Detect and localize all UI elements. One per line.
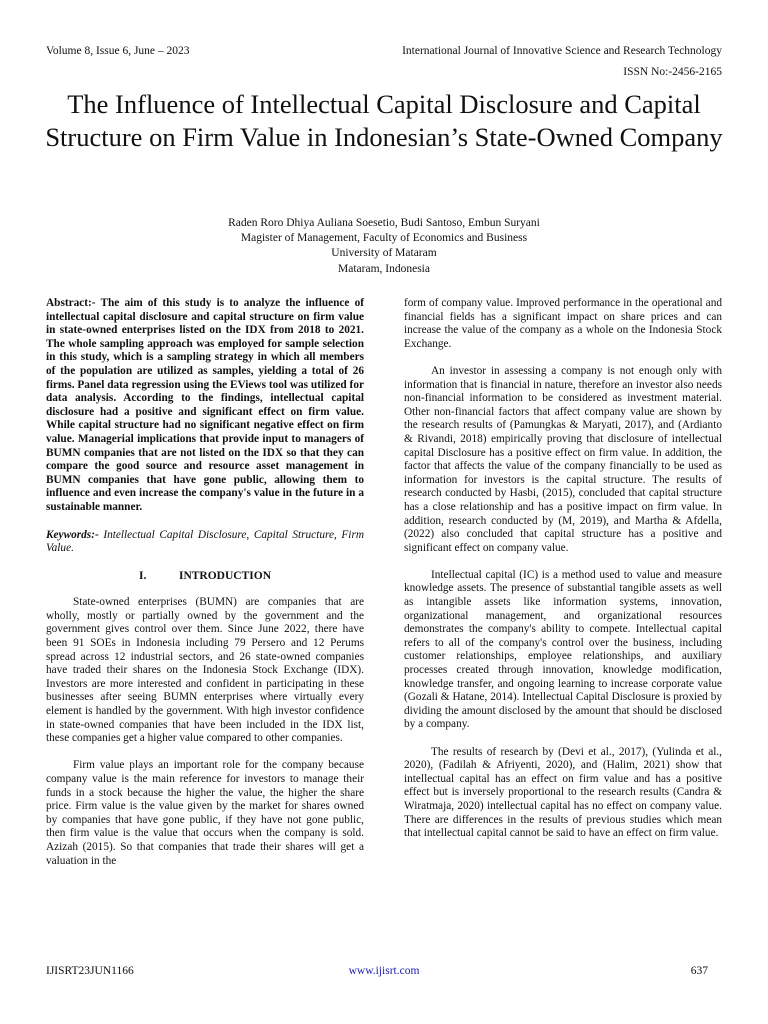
body-paragraph: An investor in assessing a company is not enough only with information that is financial in nature, therefore an investor also needs non-financial information to be considered as investment material. Other non-financial factors that affect company value are shown by the research results of (Pamungkas & Maryati, 2017), and (Ardianto & Rivandi, 2018) empirically proving that disclosure of intellectual capital Disclosure has a positive effect on firm value. In addition, the factor that affects the value of the company financially to be used as information for investors is the capital structure. The results of research conducted by Hasbi, (2015), concluded that capital structure has a close relationship and has a positive impact on firm value. In addition, research conducted by (M, 2019), and Martha & Afdella, (2022) also concluded that capital structure has a positive and significant effect on company value. [404,364,722,554]
article-code: IJISRT23JUN1166 [46,965,134,977]
journal-url-link[interactable]: www.ijisrt.com [348,965,420,977]
issn-number: ISSN No:-2456-2165 [623,66,722,78]
section-title: INTRODUCTION [178,569,271,582]
section-number: I. [138,569,147,582]
body-paragraph: Firm value plays an important role for the company because company value is the main reference for investors to manage their funds in a stock because the higher the value, the higher the share price. Firm value is the value given by the market for shares owned by companies that have gone public, if they have not gone public, then firm value is the value that occurs when the company is sold. Azizah (2015). So that companies that trade their shares will get a valuation in the [46,759,364,867]
body-paragraph: The results of research by (Devi et al., 2017), (Yulinda et al., 2020), (Fadilah & Afriyenti, 2020), and (Halim, 2021) show that intellectual capital has an effect on firm value and has a positive effect but is inversely proportional to the research results (Candra & Wiratmaja, 2020) intellectual capital has no effect on company value. There are differences in the results of previous studies which mean that intellectual capital cannot be said to have an effect on firm value. [404,745,722,840]
body-paragraph: State-owned enterprises (BUMN) are companies that are wholly, mostly or partially owned by the government and the government gives control over them. Since June 2022, there have been 91 SOEs in Indonesia including 79 Persero and 12 Perums spread across 12 industrial sectors, and 26 state-owned companies have traded their shares on the Indonesia Stock Exchange (IDX). Investors are more interested and confident in participating in these businesses after seeing BUMN enterprises where virtually every element is handled by the government. With high investor confidence in state-owned companies that have been included in the IDX list, these companies get a higher value compared to other companies. [46,596,364,745]
right-column [404,297,722,854]
author-affiliation: Magister of Management, Faculty of Economics and Business [240,232,528,245]
abstract: Abstract:- The aim of this study is to analyze the influence of intellectual capital disclosure and capital structure on firm value in state-owned enterprises listed on the IDX from 2018 to 2021. The whole sampling approach was employed for sample selection in this study, which is a sampling strategy in which all members of the population are utilized as samples, yielding a total of 26 firms. Panel data regression using the EViews tool was utilized for data analysis. According to the findings, intellectual capital disclosure had a positive and significant effect on firm value. While capital structure had no significant negative effect on firm value. Managerial implications that provide input to managers of BUMN companies that are not listed on the IDX so that they can compare the good source and resource asset management in BUMN companies that have gone public, allowing them to influence and even increase the company's value in the future in a sustainable manner. [46,297,364,513]
keywords-label: Keywords:- [46,528,99,541]
paper-title: The Influence of Intellectual Capital Disclosure and Capital Structure on Firm Value in Indonesian’s State-Owned Company [45,89,723,152]
author-location: Mataram, Indonesia [338,262,430,275]
volume-issue: Volume 8, Issue 6, June – 2023 [46,45,190,57]
section-heading [46,570,364,584]
author-names: Raden Roro Dhiya Auliana Soesetio, Budi Santoso, Embun Suryani [228,217,540,229]
author-block [100,216,668,277]
keywords-text: Intellectual Capital Disclosure, Capital Structure, Firm Value. [46,528,364,555]
left-column [46,297,364,882]
author-university: University of Mataram [331,247,437,260]
body-paragraph: Intellectual capital (IC) is a method used to value and measure knowledge assets. The presence of substantial tangible assets as well as intangible assets like information systems, innovation, organizational management, and organizational resources demonstrates the company's ability to compete. Intellectual capital refers to all of the company's control over the business, including customer relationships, employee relationships, and auxiliary processes created through innovation, knowledge modification, knowledge transfer, and ongoing learning to increase corporate value (Gozali & Hatane, 2014). Intellectual Capital Disclosure is proxied by dividing the amount disclosed by the amount that should be disclosed by a company. [404,568,722,731]
journal-name: International Journal of Innovative Science and Research Technology [402,45,722,57]
page-number: 637 [690,965,708,977]
body-paragraph: form of company value. Improved performance in the operational and financial fields has a significant impact on share prices and can increase the value of the company as a whole on the Indonesia Stock Exchange. [404,297,722,350]
keywords [46,529,364,556]
